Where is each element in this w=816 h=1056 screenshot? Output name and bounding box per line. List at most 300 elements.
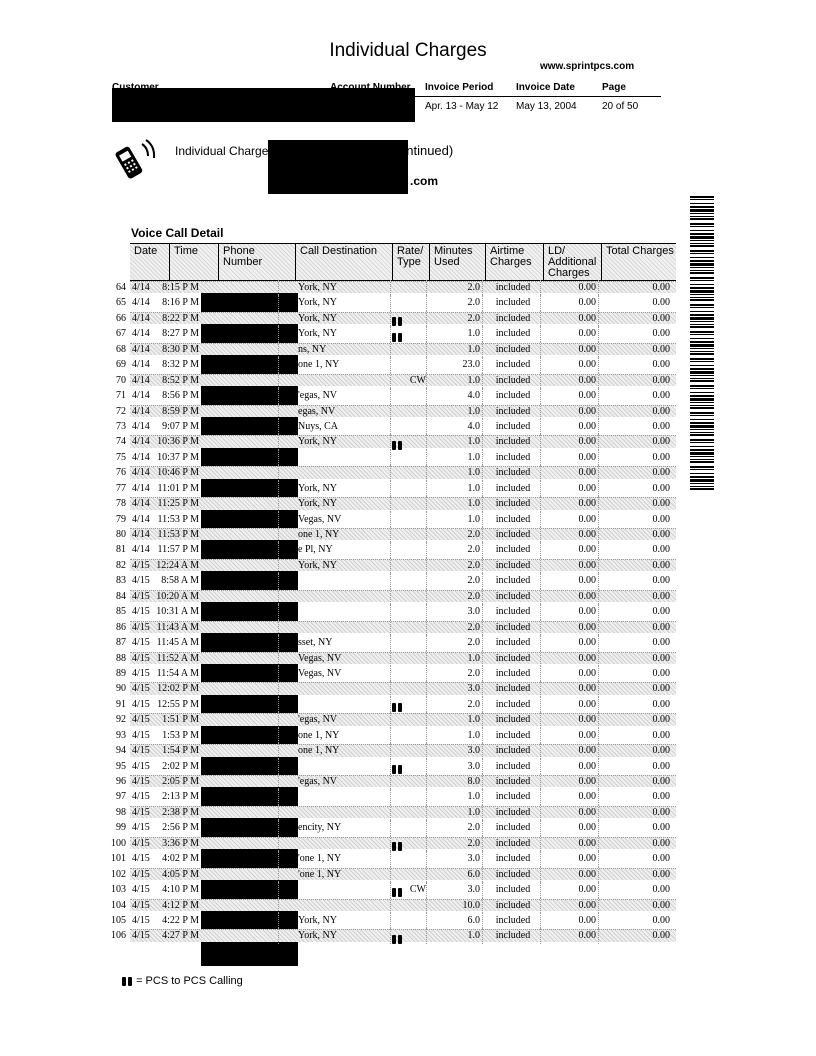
cell-destination: one 1, NY: [298, 529, 340, 540]
cell-minutes: 3.0: [467, 853, 480, 865]
cell-date: 4/15: [132, 899, 150, 911]
cell-divider: [482, 743, 483, 758]
table-row: [108, 774, 676, 789]
cell-divider: [278, 295, 279, 310]
table-row: [108, 280, 676, 295]
cell-ld: 0.00: [578, 467, 596, 479]
cell-airtime: included: [495, 420, 531, 432]
barcode-bar: [690, 226, 714, 227]
cell-divider: [390, 604, 391, 619]
row-number: 65: [116, 297, 126, 309]
barcode-bar: [690, 483, 714, 484]
row-number: 83: [116, 575, 126, 587]
row-number: 81: [116, 544, 126, 556]
cell-date: 4/15: [132, 930, 150, 942]
page-label: Page: [602, 82, 626, 93]
cell-ld: 0.00: [578, 745, 596, 757]
cell-divider: [426, 326, 427, 341]
cell-divider: [278, 774, 279, 789]
barcode-bar: [690, 272, 714, 274]
cell-destination: York, NY: [298, 312, 337, 324]
barcode-bar: [690, 405, 714, 406]
cell-time: 11:57 P M: [157, 544, 199, 556]
cell-total: 0.00: [652, 374, 670, 386]
cell-divider: [390, 635, 391, 650]
cell-divider: [390, 280, 391, 295]
call-detail-table-body: [108, 280, 676, 944]
row-number: 90: [116, 683, 126, 695]
cell-divider: [598, 805, 599, 820]
cell-divider: [278, 728, 279, 743]
cell-divider: [598, 373, 599, 388]
cell-minutes: 1.0: [467, 930, 480, 942]
cell-type: CW: [409, 884, 426, 896]
cell-minutes: 10.0: [462, 899, 480, 911]
cell-destination: York, NY: [298, 436, 337, 448]
table-row: [108, 836, 676, 851]
cell-time: 12:55 P M: [157, 698, 199, 710]
barcode-bar: [690, 432, 714, 433]
cell-date: 4/14: [132, 405, 150, 417]
barcode-bar: [690, 341, 714, 343]
cell-airtime: included: [495, 606, 531, 618]
cell-divider: [598, 326, 599, 341]
cell-divider: [278, 404, 279, 419]
pcs-to-pcs-icon: [392, 888, 403, 897]
cell-divider: [426, 342, 427, 357]
cell-total: 0.00: [652, 390, 670, 402]
cell-date: 4/15: [132, 575, 150, 587]
invoice-date-value: May 13, 2004: [516, 101, 577, 112]
cell-airtime: included: [495, 498, 531, 510]
cell-divider: [278, 357, 279, 372]
page-number-value: 20 of 50: [602, 101, 639, 112]
cell-destination: 'egas, NV: [298, 776, 338, 787]
cell-airtime: included: [495, 868, 531, 880]
cell-minutes: 8.0: [467, 776, 480, 787]
cell-total: 0.00: [652, 297, 670, 309]
cell-ld: 0.00: [578, 451, 596, 463]
row-number: 76: [116, 467, 126, 479]
cell-total: 0.00: [652, 467, 670, 479]
section-subtitle-continued: ontinued): [399, 143, 454, 158]
cell-airtime: included: [495, 853, 531, 865]
cell-destination: Vegas, NV: [298, 667, 342, 679]
pcs-to-pcs-icon: [392, 317, 403, 326]
cell-time: 8:27 P M: [162, 328, 199, 340]
cell-airtime: included: [495, 930, 531, 942]
cell-total: 0.00: [652, 282, 670, 293]
cell-airtime: included: [495, 529, 531, 540]
barcode-bar: [690, 439, 714, 441]
cell-minutes: 1.0: [467, 374, 480, 386]
barcode-bar: [690, 218, 714, 220]
barcode-bar: [690, 233, 714, 235]
cell-divider: [278, 681, 279, 696]
row-number: 67: [116, 328, 126, 340]
cell-divider: [278, 280, 279, 295]
cell-airtime: included: [495, 559, 531, 571]
cell-date: 4/15: [132, 822, 150, 834]
cell-minutes: 1.0: [467, 806, 480, 818]
row-number: 95: [116, 760, 126, 772]
cell-divider: [426, 635, 427, 650]
section-subtitle: Individual Charges: [175, 144, 275, 158]
barcode-bar: [690, 425, 714, 428]
row-number: 103: [111, 884, 126, 896]
cell-destination: York, NY: [298, 559, 337, 571]
cell-divider: [426, 728, 427, 743]
cell-divider: [482, 404, 483, 419]
cell-total: 0.00: [652, 312, 670, 324]
invoice-period-label: Invoice Period: [425, 82, 494, 93]
cell-divider: [598, 496, 599, 511]
cell-ld: 0.00: [578, 529, 596, 540]
cell-total: 0.00: [652, 914, 670, 926]
cell-divider: [278, 898, 279, 913]
cell-minutes: 1.0: [467, 791, 480, 803]
cell-divider: [598, 743, 599, 758]
cell-type: CW: [409, 374, 426, 386]
barcode-bar: [690, 260, 714, 262]
barcode-bar: [690, 415, 714, 416]
cell-total: 0.00: [652, 621, 670, 633]
cell-ld: 0.00: [578, 853, 596, 865]
cell-ld: 0.00: [578, 590, 596, 602]
row-number: 75: [116, 451, 126, 463]
cell-airtime: included: [495, 729, 531, 741]
col-time: Time: [174, 245, 199, 257]
cell-date: 4/15: [132, 868, 150, 880]
cell-divider: [598, 882, 599, 897]
cell-total: 0.00: [652, 652, 670, 664]
table-row: [108, 573, 676, 588]
table-row: [108, 512, 676, 527]
barcode-bar: [690, 245, 714, 247]
row-number: 101: [111, 853, 126, 865]
cell-divider: [482, 512, 483, 527]
cell-divider: [598, 697, 599, 712]
cell-airtime: included: [495, 621, 531, 633]
cell-divider: [390, 573, 391, 588]
table-row: [108, 805, 676, 820]
row-number: 77: [116, 482, 126, 494]
cell-destination: York, NY: [298, 914, 337, 926]
barcode-bar: [690, 412, 714, 414]
row-number: 104: [111, 899, 126, 911]
barcode-bar: [690, 358, 714, 360]
cell-divider: [426, 743, 427, 758]
cell-ld: 0.00: [578, 822, 596, 834]
barcode-bar: [690, 304, 714, 306]
barcode-bar: [690, 466, 714, 468]
cell-time: 11:52 A M: [156, 652, 199, 664]
cell-date: 4/14: [132, 420, 150, 432]
cell-divider: [482, 573, 483, 588]
row-number: 87: [116, 637, 126, 649]
cell-divider: [482, 789, 483, 804]
barcode-bar: [690, 230, 714, 231]
cell-divider: [598, 728, 599, 743]
cell-time: 10:31 A M: [156, 606, 199, 618]
barcode-bar: [690, 243, 714, 244]
cell-minutes: 3.0: [467, 745, 480, 757]
cell-total: 0.00: [652, 544, 670, 556]
barcode-bar: [690, 371, 714, 374]
cell-divider: [482, 481, 483, 496]
cell-ld: 0.00: [578, 621, 596, 633]
cell-date: 4/15: [132, 760, 150, 772]
cell-time: 4:12 P M: [162, 899, 199, 911]
cell-divider: [278, 928, 279, 943]
cell-divider: [278, 913, 279, 928]
barcode-bar: [690, 307, 714, 308]
cell-airtime: included: [495, 405, 531, 417]
cell-airtime: included: [495, 776, 531, 787]
col-call-destination: Call Destination: [300, 245, 378, 257]
cell-divider: [482, 620, 483, 635]
cell-divider: [426, 836, 427, 851]
cell-divider: [390, 820, 391, 835]
barcode-bar: [690, 253, 714, 254]
row-number: 94: [116, 745, 126, 757]
cell-divider: [598, 434, 599, 449]
cell-divider: [598, 635, 599, 650]
cell-ld: 0.00: [578, 637, 596, 649]
cell-minutes: 2.0: [467, 312, 480, 324]
cell-minutes: 1.0: [467, 652, 480, 664]
barcode-bar: [690, 250, 714, 252]
cell-total: 0.00: [652, 714, 670, 726]
cell-ld: 0.00: [578, 436, 596, 448]
row-number: 66: [116, 312, 126, 324]
cell-divider: [278, 820, 279, 835]
cell-minutes: 3.0: [467, 683, 480, 695]
barcode-bar: [690, 353, 714, 355]
cell-ld: 0.00: [578, 714, 596, 726]
row-number: 91: [116, 698, 126, 710]
table-row: [108, 527, 676, 542]
cell-airtime: included: [495, 652, 531, 664]
table-header: [130, 243, 676, 281]
barcode-bar: [690, 324, 714, 325]
barcode-bar: [690, 290, 714, 293]
cell-ld: 0.00: [578, 575, 596, 587]
table-row: [108, 465, 676, 480]
pcs-to-pcs-icon: [392, 935, 403, 944]
cell-airtime: included: [495, 451, 531, 463]
cell-minutes: 2.0: [467, 837, 480, 849]
cell-divider: [426, 666, 427, 681]
row-number: 70: [116, 374, 126, 386]
cell-ld: 0.00: [578, 683, 596, 695]
pcs-to-pcs-icon: [122, 977, 133, 986]
cell-total: 0.00: [652, 637, 670, 649]
cell-destination: York, NY: [298, 482, 337, 494]
barcode-bar: [690, 361, 714, 362]
row-number: 73: [116, 420, 126, 432]
cell-divider: [278, 666, 279, 681]
cell-time: 8:16 P M: [162, 297, 199, 309]
row-number: 79: [116, 513, 126, 525]
cell-divider: [482, 280, 483, 295]
cell-total: 0.00: [652, 343, 670, 355]
cell-divider: [598, 357, 599, 372]
cell-airtime: included: [495, 914, 531, 926]
pcs-to-pcs-icon: [392, 842, 403, 851]
cell-divider: [598, 295, 599, 310]
cell-divider: [598, 789, 599, 804]
cell-date: 4/14: [132, 343, 150, 355]
cell-divider: [426, 805, 427, 820]
cell-divider: [390, 434, 391, 449]
cell-minutes: 1.0: [467, 513, 480, 525]
row-number: 86: [116, 621, 126, 633]
table-row: [108, 295, 676, 310]
cell-minutes: 1.0: [467, 343, 480, 355]
cell-ld: 0.00: [578, 806, 596, 818]
row-number: 88: [116, 652, 126, 664]
barcode: [690, 196, 714, 491]
cell-divider: [426, 928, 427, 943]
table-row: [108, 558, 676, 573]
redaction-account: [268, 140, 408, 194]
cell-divider: [598, 620, 599, 635]
cell-divider: [390, 651, 391, 666]
table-row: [108, 728, 676, 743]
cell-date: 4/14: [132, 374, 150, 386]
cell-time: 2:13 P M: [162, 791, 199, 803]
cell-divider: [278, 465, 279, 480]
cell-divider: [598, 651, 599, 666]
cell-airtime: included: [495, 513, 531, 525]
table-row: [108, 388, 676, 403]
cell-minutes: 2.0: [467, 667, 480, 679]
cell-airtime: included: [495, 359, 531, 371]
cell-divider: [482, 558, 483, 573]
cell-total: 0.00: [652, 590, 670, 602]
row-number: 96: [116, 776, 126, 787]
cell-divider: [278, 743, 279, 758]
cell-divider: [390, 666, 391, 681]
table-row: [108, 373, 676, 388]
cell-time: 2:02 P M: [162, 760, 199, 772]
cell-ld: 0.00: [578, 482, 596, 494]
table-row: [108, 851, 676, 866]
cell-total: 0.00: [652, 482, 670, 494]
cell-destination: 'egas, NV: [298, 390, 338, 402]
barcode-bar: [690, 479, 714, 482]
cell-total: 0.00: [652, 405, 670, 417]
cell-divider: [390, 681, 391, 696]
cell-divider: [426, 280, 427, 295]
cell-divider: [426, 774, 427, 789]
table-row: [108, 481, 676, 496]
cell-airtime: included: [495, 899, 531, 911]
cell-total: 0.00: [652, 837, 670, 849]
cell-airtime: included: [495, 436, 531, 448]
cell-destination: 'egas, NV: [298, 714, 338, 726]
cell-time: 4:22 P M: [162, 914, 199, 926]
cell-time: 11:25 P M: [157, 498, 199, 510]
cell-date: 4/15: [132, 791, 150, 803]
cell-minutes: 3.0: [467, 606, 480, 618]
cell-time: 2:38 P M: [162, 806, 199, 818]
cell-divider: [426, 357, 427, 372]
barcode-bar: [690, 280, 714, 281]
cell-date: 4/14: [132, 297, 150, 309]
cell-divider: [598, 759, 599, 774]
cell-divider: [278, 882, 279, 897]
cell-divider: [426, 311, 427, 326]
cell-divider: [390, 481, 391, 496]
cell-ld: 0.00: [578, 884, 596, 896]
cell-divider: [390, 450, 391, 465]
table-row: [108, 898, 676, 913]
cell-airtime: included: [495, 760, 531, 772]
cell-minutes: 1.0: [467, 436, 480, 448]
cell-minutes: 2.0: [467, 575, 480, 587]
cell-destination: one 1, NY: [298, 359, 340, 371]
row-number: 106: [111, 930, 126, 942]
cell-total: 0.00: [652, 683, 670, 695]
cell-time: 8:58 A M: [161, 575, 199, 587]
cell-minutes: 3.0: [467, 884, 480, 896]
barcode-bar: [690, 299, 714, 301]
cell-airtime: included: [495, 637, 531, 649]
website-url[interactable]: www.sprintpcs.com: [540, 61, 635, 72]
barcode-bar: [690, 392, 714, 393]
cell-total: 0.00: [652, 853, 670, 865]
cell-ld: 0.00: [578, 868, 596, 880]
cell-date: 4/15: [132, 714, 150, 726]
cell-divider: [482, 419, 483, 434]
cell-total: 0.00: [652, 776, 670, 787]
cell-ld: 0.00: [578, 760, 596, 772]
cell-total: 0.00: [652, 498, 670, 510]
cell-divider: [278, 712, 279, 727]
cell-date: 4/14: [132, 513, 150, 525]
cell-divider: [278, 805, 279, 820]
cell-date: 4/15: [132, 606, 150, 618]
cell-time: 1:53 P M: [162, 729, 199, 741]
barcode-bar: [690, 476, 714, 478]
cell-minutes: 6.0: [467, 868, 480, 880]
barcode-bar: [690, 461, 714, 463]
cell-divider: [390, 465, 391, 480]
cell-divider: [278, 542, 279, 557]
cell-minutes: 2.0: [467, 822, 480, 834]
cell-divider: [278, 558, 279, 573]
cell-total: 0.00: [652, 328, 670, 340]
barcode-bar: [690, 314, 714, 316]
cell-airtime: included: [495, 714, 531, 726]
cell-date: 4/15: [132, 559, 150, 571]
cell-time: 10:36 P M: [157, 436, 199, 448]
cell-minutes: 2.0: [467, 529, 480, 540]
cell-divider: [598, 311, 599, 326]
cell-divider: [278, 388, 279, 403]
cell-divider: [278, 342, 279, 357]
table-row: [108, 450, 676, 465]
cell-airtime: included: [495, 837, 531, 849]
cell-divider: [426, 373, 427, 388]
cell-divider: [390, 743, 391, 758]
cell-date: 4/15: [132, 729, 150, 741]
cell-time: 11:54 A M: [156, 667, 199, 679]
barcode-bar: [690, 469, 714, 470]
cell-destination: York, NY: [298, 297, 337, 309]
